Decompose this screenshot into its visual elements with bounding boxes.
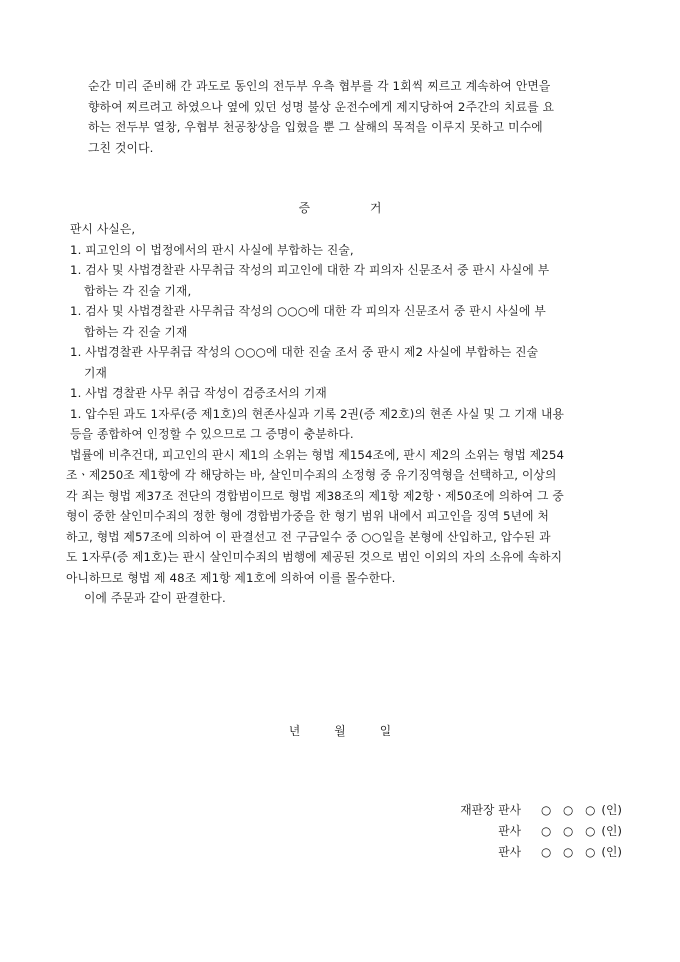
- signature-seal: (인): [601, 824, 622, 838]
- closing-statement: 이에 주문과 같이 판결한다.: [84, 591, 226, 605]
- facts-line: 그친 것이다.: [88, 140, 154, 155]
- signature-name: ○ ○ ○: [541, 803, 600, 817]
- evidence-heading: [0, 198, 680, 219]
- law-line: 하고, 형법 제57조에 의하여 이 판결선고 전 구금일수 중 ○○일을 본형에 산입하고, 압수된 과: [66, 529, 551, 544]
- evidence-intro: 판시 사실은,: [70, 222, 136, 236]
- date-month: 월: [334, 724, 346, 738]
- law-line: 아니하므로 형법 제 48조 제1항 제1호에 의하여 이를 몰수한다.: [66, 570, 396, 585]
- signature-judge: [362, 842, 622, 863]
- evidence-conclusion: 등을 종합하여 인정할 수 있으므로 그 증명이 충분하다.: [70, 427, 354, 441]
- evidence-item-continuation: 합하는 각 진술 기재,: [84, 283, 192, 298]
- signature-role: 판사: [498, 845, 521, 859]
- law-line: 조ㆍ제250조 제1항에 각 해당하는 바, 살인미수죄의 소정형 중 유기징역형을 선택하고, 이상의: [66, 468, 557, 482]
- evidence-heading-char: 증: [298, 201, 310, 215]
- evidence-item: 1. 검사 및 사법경찰관 사무취급 작성의 피고인에 대한 각 피의자 신문조서 중 판시 사실에 부: [70, 263, 550, 277]
- law-line: 각 죄는 형법 제37조 전단의 경합범이므로 형법 제38조의 제1항 제2항ㆍ제50조에 의하여 그 중: [66, 488, 564, 503]
- signature-judge: [362, 821, 622, 842]
- judgment-date: [0, 721, 680, 742]
- law-line: 도 1자루(증 제1호)는 판시 살인미수죄의 범행에 제공된 것으로 범인 이외의 자의 소유에 속하지: [66, 550, 563, 564]
- facts-paragraph: [88, 76, 634, 158]
- law-line: 법률에 비추건대, 피고인의 판시 제1의 소위는 형법 제154조에, 판시 제2의 소위는 형법 제254: [70, 447, 565, 462]
- evidence-item: 1. 사법경찰관 사무취급 작성의 ○○○에 대한 진술 조서 중 판시 제2 사실에 부합하는 진술: [70, 345, 539, 359]
- signature-presiding-judge: [362, 800, 622, 821]
- evidence-item: 1. 사법 경찰관 사무 취급 작성이 검증조서의 기재: [70, 386, 327, 400]
- evidence-section: [66, 219, 636, 609]
- evidence-item: 1. 검사 및 사법경찰관 사무취급 작성의 ○○○에 대한 각 피의자 신문조서 중 판시 사실에 부: [70, 304, 546, 318]
- facts-line: 향하여 찌르려고 하였으나 옆에 있던 성명 불상 운전수에게 제지당하여 2주간의 치료를 요: [88, 99, 555, 114]
- signature-name: ○ ○ ○: [541, 845, 600, 859]
- signature-name: ○ ○ ○: [541, 824, 600, 838]
- signature-seal: (인): [601, 803, 622, 817]
- facts-line: 순간 미리 준비해 간 과도로 동인의 전두부 우측 협부를 각 1회씩 찌르고 계속하여 안면을: [88, 79, 551, 93]
- signature-role: 재판장 판사: [460, 803, 521, 817]
- signature-role: 판사: [498, 824, 521, 838]
- signature-seal: (인): [601, 845, 622, 859]
- law-line: 형이 중한 살인미수죄의 정한 형에 경합범가중을 한 형기 범위 내에서 피고인을 징역 5년에 처: [66, 509, 550, 523]
- evidence-item-continuation: 기재: [84, 365, 107, 380]
- evidence-item: 1. 압수된 과도 1자루(증 제1호)의 현존사실과 기록 2권(증 제2호)의 현존 사실 및 그 기재 내용: [70, 406, 564, 421]
- evidence-item-continuation: 합하는 각 진술 기재: [84, 324, 188, 339]
- facts-line: 하는 전두부 열창, 우협부 천공창상을 입혔을 뿐 그 살해의 목적을 이루지 못하고 미수에: [88, 120, 543, 134]
- date-year: 년: [288, 724, 301, 738]
- evidence-item: 1. 피고인의 이 법정에서의 판시 사실에 부합하는 진술,: [70, 242, 354, 257]
- date-day: 일: [379, 724, 392, 738]
- evidence-heading-char: 거: [370, 201, 382, 215]
